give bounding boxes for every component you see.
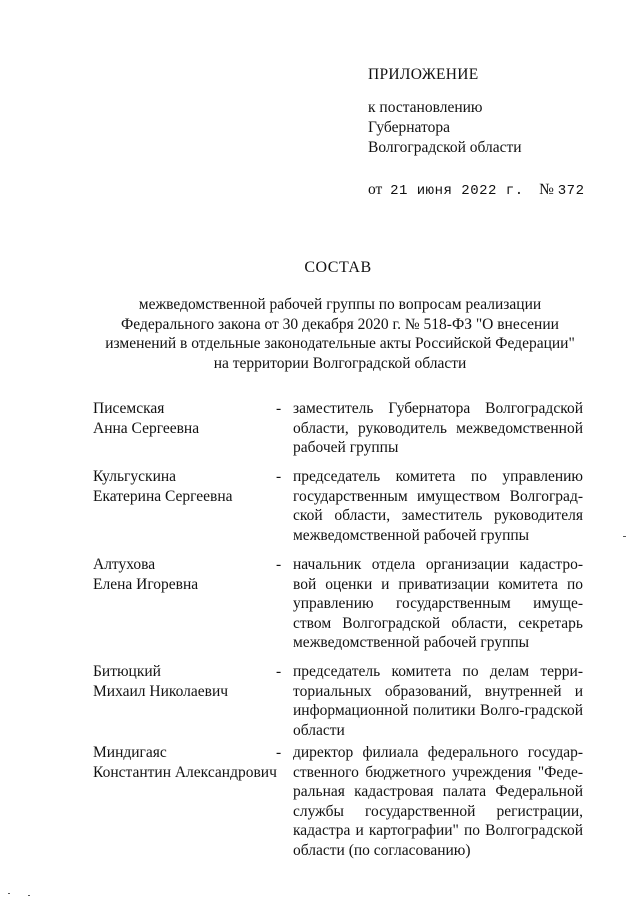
member-name <box>93 662 278 701</box>
member-entry <box>93 662 583 740</box>
member-given-names: Константин Александрович <box>93 763 277 781</box>
member-surname: Алтухова <box>93 556 156 573</box>
subheading-line-1: межведомственной рабочей группы по вопросам реализации <box>138 296 542 313</box>
subheading-line-3: изменений в отдельные законодательные акты Российской Федерации" <box>105 335 575 352</box>
member-given-names: Михаил Николаевич <box>93 682 229 700</box>
appendix-title: ПРИЛОЖЕНИЕ <box>368 66 479 83</box>
member-entry <box>93 555 583 653</box>
approval-block <box>368 66 618 201</box>
document-subheading <box>80 295 600 373</box>
member-name <box>93 743 278 782</box>
scan-speck <box>623 536 626 537</box>
subheading-line-4: на территории Волгоградской области <box>213 354 467 372</box>
number-prefix: № <box>539 181 554 198</box>
date-value: 21 июня 2022 г. <box>390 183 524 199</box>
member-given-names: Анна Сергеевна <box>93 419 200 437</box>
member-name <box>93 467 278 506</box>
member-entry <box>93 467 583 545</box>
subheading-line-2: Федерального закона от 30 декабря 2020 г. № 518-ФЗ "О внесении <box>121 315 559 333</box>
member-surname: Кульгускина <box>93 468 177 485</box>
member-dash: - <box>276 400 282 417</box>
member-role: председатель комитета по управлению государственным имуществом Волгоград-ской области, заместитель руководителя межведомственной рабочей группы <box>293 468 583 544</box>
member-role: начальник отдела организации кадастро-вой оценки и приватизации комитета по управлению государственным имуще-ством Волгоградской области, секретарь межведомственной рабочей группы <box>293 556 583 651</box>
scan-speck <box>8 893 10 894</box>
member-role: директор филиала федерального государ-ственного бюджетного учреждения "Феде-ральная кадастровая палата Федеральной службы государственной регистрации, кадастра и картографии" по Волгоградской области (по согласованию) <box>293 744 583 859</box>
member-dash: - <box>276 744 282 761</box>
date-prefix: от <box>368 181 383 198</box>
member-dash: - <box>276 556 282 573</box>
member-name <box>93 399 278 438</box>
member-given-names: Елена Игоревна <box>93 575 199 593</box>
member-surname: Битюцкий <box>93 663 161 680</box>
member-entry <box>93 399 583 458</box>
member-surname: Миндигаяс <box>93 744 167 761</box>
approval-date-line <box>368 180 618 201</box>
member-role: заместитель Губернатора Волгоградской области, руководитель межведомственной рабочей группы <box>293 400 583 456</box>
member-dash: - <box>276 663 282 680</box>
approval-line-1: к постановлению <box>368 99 483 116</box>
approval-line-2: Губернатора <box>368 119 450 136</box>
document-heading: СОСТАВ <box>304 259 372 276</box>
member-dash: - <box>276 468 282 485</box>
scan-speck <box>28 895 30 896</box>
member-surname: Писемская <box>93 400 165 417</box>
member-given-names: Екатерина Сергеевна <box>93 487 233 505</box>
member-entry <box>93 743 583 860</box>
approval-line-3: Волгоградской области <box>368 139 522 156</box>
member-name <box>93 555 278 594</box>
member-role: председатель комитета по делам терри-ториальных образований, внутренней и информационной политики Волго-градской области <box>293 663 583 739</box>
number-value: 372 <box>557 183 585 199</box>
